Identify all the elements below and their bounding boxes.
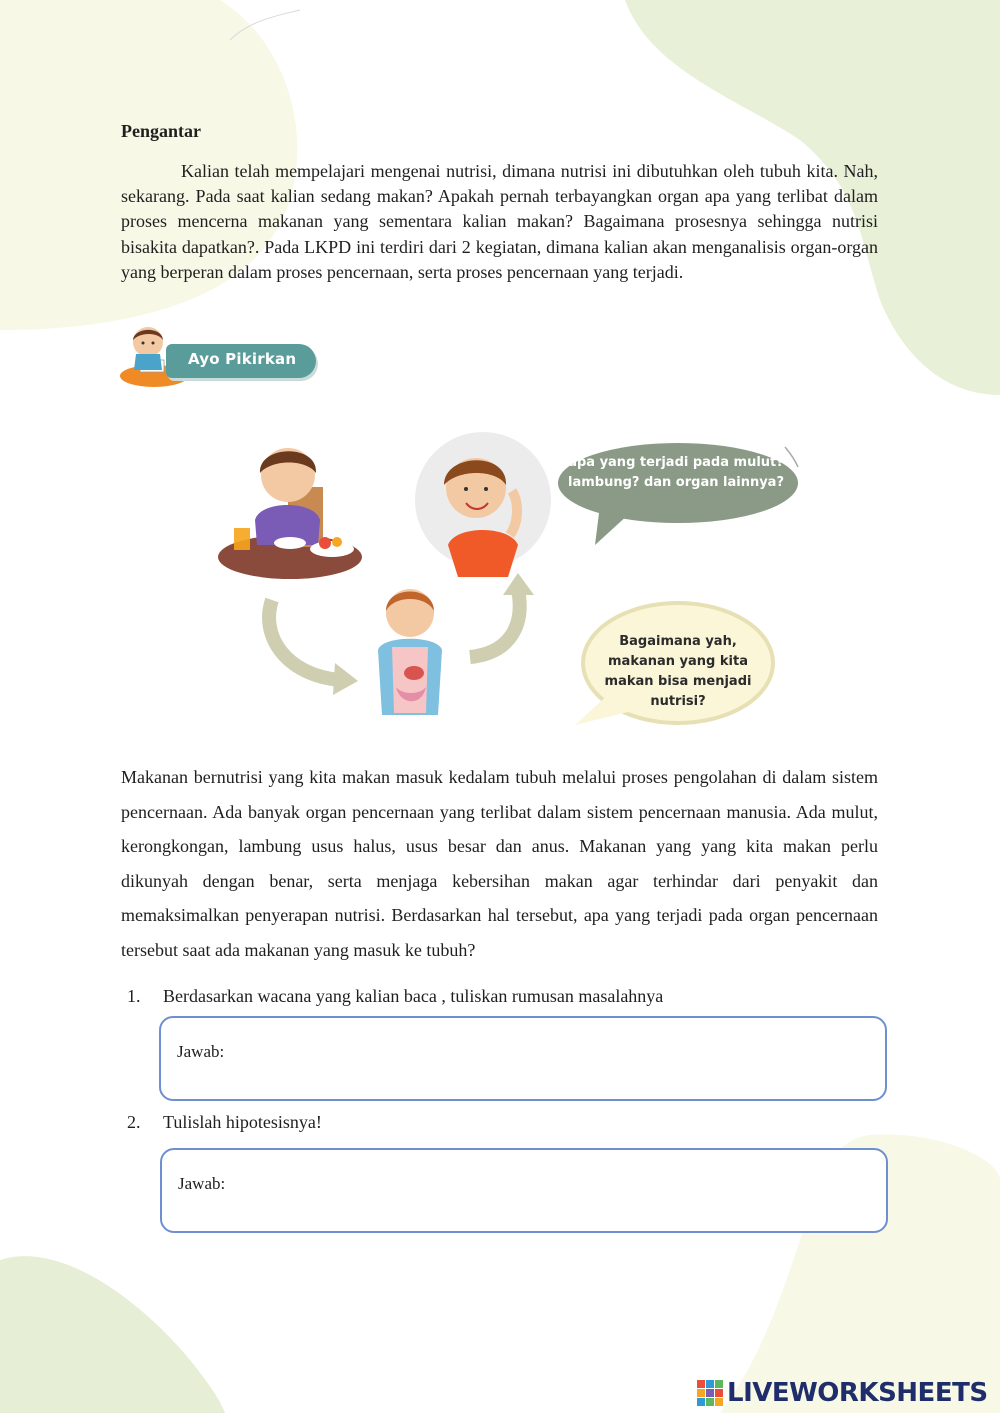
digestive-child-image xyxy=(378,589,442,715)
speech-bubble-2-text: Bagaimana yah, makanan yang kita makan bisa menjadi nutrisi? xyxy=(604,634,752,709)
ayo-pikirkan-banner xyxy=(118,322,333,394)
liveworksheets-logo-icon xyxy=(697,1380,723,1406)
question-number: 2. xyxy=(127,1112,141,1132)
question-text: Berdasarkan wacana yang kalian baca , tuliskan rumusan masalahnya xyxy=(163,986,664,1006)
question-2 xyxy=(127,1112,322,1133)
banner-label: Ayo Pikirkan xyxy=(188,350,297,368)
right-arrow xyxy=(470,590,520,657)
section-heading: Pengantar xyxy=(121,121,201,141)
liveworksheets-brand-text: LIVEWORKSHEETS xyxy=(727,1378,988,1408)
question-number: 1. xyxy=(127,986,141,1006)
question-1 xyxy=(127,986,663,1007)
answer-label: Jawab: xyxy=(177,1042,225,1061)
left-arrow xyxy=(269,600,340,680)
liveworksheets-logo xyxy=(697,1377,988,1409)
context-paragraph: Makanan bernutrisi yang kita makan masuk kedalam tubuh melalui proses pengolahan di dalam sistem pencernaan. Ada banyak organ pencernaan yang terlibat dalam sistem pencernaan manusia. Ada mulut, kerongkongan, lambung usus halus, usus besar dan anus. Makanan yang yang kita makan perlu dikunyah dengan benar, serta menjaga kebersihan makan agar terhindar dari penyakit dan memaksimalkan penyerapan nutrisi. Berdasarkan hal tersebut, apa yang terjadi pada organ pencernaan tersebut saat ada makanan yang masuk ke tubuh? xyxy=(121,767,878,960)
left-arrow-head xyxy=(333,663,358,695)
eating-child-image xyxy=(218,448,362,579)
intro-paragraph: Kalian telah mempelajari mengenai nutrisi, dimana nutrisi ini dibutuhkan oleh tubuh kita. Nah, sekarang. Pada saat kalian sedang makan? Apakah pernah terbayangkan organ apa yang terlibat dalam proses mencerna makanan yang sementara kalian makan? Bagaimana prosesnya sehingga nutrisi bisakita dapatkan?. Pada LKPD ini terdiri dari 2 kegiatan, dimana kalian akan menganalisis organ-organ yang berperan dalam proses pencernaan, serta proses pencernaan yang terjadi. xyxy=(121,161,878,282)
speech-bubble-1-text: apa yang terjadi pada mulut? lambung? dan organ lainnya? xyxy=(567,455,784,490)
answer-label: Jawab: xyxy=(178,1174,226,1193)
question-text: Tulislah hipotesisnya! xyxy=(163,1112,322,1132)
answer-field-1[interactable] xyxy=(159,1016,887,1101)
answer-field-2[interactable] xyxy=(160,1148,888,1233)
strong-child-image xyxy=(415,432,551,577)
